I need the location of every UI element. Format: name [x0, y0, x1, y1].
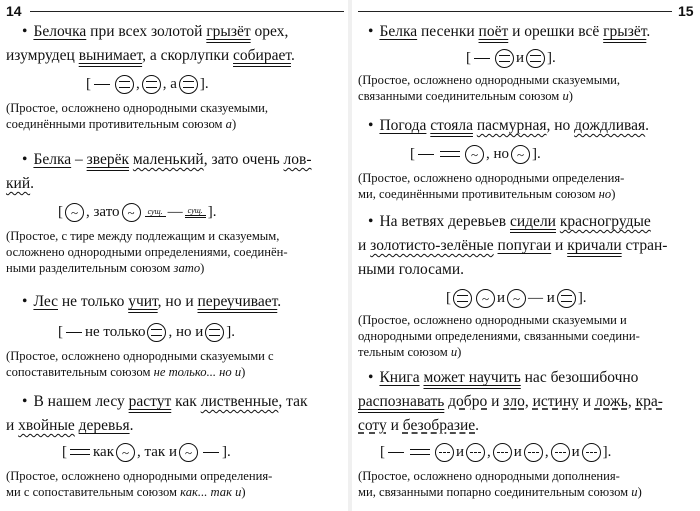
modifier-circle-icon — [476, 289, 495, 308]
text-fragment: лиственные — [200, 393, 279, 410]
text-fragment: (Простое, осложнено однородными дополнения- — [358, 469, 620, 483]
text-fragment: осложнено однородными определениями, соединён- — [6, 245, 288, 259]
header-rule — [358, 11, 672, 12]
text-fragment: , так и — [137, 444, 177, 460]
text-fragment: и — [487, 393, 504, 410]
text-fragment: , но и — [157, 293, 198, 310]
text-fragment: Белочка — [33, 23, 87, 40]
text-fragment: вынимает — [78, 47, 143, 64]
scheme-6 — [410, 142, 541, 166]
sentence-8-cont — [358, 390, 663, 413]
text-fragment: сопоставительным союзом — [6, 365, 154, 379]
text-fragment: орех, — [250, 23, 289, 40]
note-8 — [358, 468, 642, 500]
scheme-4 — [62, 440, 231, 464]
text-fragment: , — [524, 393, 533, 410]
text-fragment: ) — [611, 187, 616, 201]
text-fragment: , — [544, 444, 549, 460]
text-fragment: ]. — [547, 50, 556, 66]
text-fragment: и — [456, 444, 465, 460]
text-fragment: [ — [466, 50, 471, 66]
note-4 — [6, 468, 272, 500]
text-fragment: ~ — [517, 146, 525, 162]
text-fragment — [6, 484, 272, 500]
text-fragment — [499, 55, 510, 62]
text-fragment: переучивает — [197, 293, 278, 310]
text-fragment: . — [277, 293, 282, 310]
text-fragment: , но — [546, 117, 575, 134]
text-fragment — [561, 295, 572, 302]
text-fragment — [151, 329, 162, 336]
bullet-icon: • — [22, 393, 28, 410]
text-fragment: зато — [173, 261, 201, 275]
text-fragment: маленький — [132, 151, 204, 168]
text-fragment: стояла — [430, 117, 473, 134]
sentence-8 — [368, 366, 638, 389]
text-fragment: [ — [58, 204, 63, 220]
text-fragment — [497, 452, 508, 453]
sentence-4 — [22, 390, 308, 413]
text-fragment: ~ — [470, 146, 479, 162]
text-fragment: изумрудец — [6, 47, 79, 64]
text-fragment — [6, 260, 288, 276]
text-fragment: ) — [241, 365, 246, 379]
text-fragment: На ветвях деревьев — [379, 213, 510, 230]
text-fragment: сидели — [510, 213, 556, 230]
text-fragment: . — [129, 417, 134, 434]
text-fragment: а — [225, 117, 232, 131]
left-page — [0, 0, 346, 511]
object-circle-icon — [466, 443, 485, 462]
text-fragment: (Простое, осложнено однородными сказуемыми и — [358, 313, 627, 327]
text-fragment: поёт — [478, 23, 509, 40]
text-fragment: . — [646, 23, 651, 40]
text-fragment: и — [513, 444, 522, 460]
text-fragment: ) — [637, 485, 642, 499]
object-circle-icon — [435, 443, 454, 462]
text-fragment: кричали — [567, 237, 622, 254]
object-circle-icon — [551, 443, 570, 462]
page-number: 14 — [6, 3, 22, 19]
text-fragment: и орешки всё — [508, 23, 604, 40]
bullet-icon: • — [22, 151, 28, 168]
modifier-circle-icon — [116, 443, 135, 462]
sentence-4-cont — [6, 414, 133, 437]
text-fragment: распознавать — [358, 393, 445, 410]
text-fragment: ]. — [221, 444, 231, 460]
text-fragment: при всех золотой — [86, 23, 207, 40]
text-fragment — [528, 452, 539, 453]
note-1 — [6, 100, 268, 132]
text-fragment: и — [6, 417, 19, 434]
sentence-2-cont — [6, 172, 34, 195]
text-fragment: грызёт — [603, 23, 647, 40]
text-fragment: кий — [6, 175, 31, 192]
text-fragment: однородными определениями, связанными соедини- — [358, 329, 640, 343]
text-fragment: деревья — [78, 417, 130, 434]
text-fragment: (Простое, осложнено однородными определения- — [6, 469, 273, 483]
bullet-icon: • — [22, 23, 28, 40]
text-fragment: ) — [200, 261, 205, 275]
sentence-8-cont2 — [358, 414, 479, 437]
scheme-5 — [466, 46, 556, 70]
text-fragment: не только — [58, 293, 129, 310]
note-6 — [358, 170, 624, 202]
text-fragment: золотисто-зелёные — [370, 237, 494, 254]
text-fragment: , но — [486, 146, 510, 162]
subject-line-icon — [203, 452, 219, 453]
text-fragment — [530, 55, 541, 62]
text-fragment — [119, 81, 130, 88]
sentence-5 — [368, 20, 650, 43]
bullet-icon: • — [368, 117, 374, 134]
text-fragment: как... так и — [180, 485, 242, 499]
text-fragment: растут — [128, 393, 172, 410]
text-fragment: попугаи — [497, 237, 552, 254]
text-fragment: , так — [278, 393, 308, 410]
text-fragment: (Простое, осложнено однородными определения- — [358, 171, 625, 185]
text-fragment: ~ — [127, 204, 135, 220]
note-2 — [6, 228, 288, 276]
text-fragment: ]. — [226, 324, 236, 340]
text-fragment: – — [71, 151, 87, 168]
text-fragment: . — [290, 47, 295, 64]
text-fragment: ]. — [532, 146, 541, 162]
text-fragment: и — [551, 237, 568, 254]
text-fragment: — и — [528, 290, 555, 306]
text-fragment: как — [171, 393, 201, 410]
predicate-circle-icon — [142, 75, 161, 94]
predicate-circle-icon — [115, 75, 134, 94]
text-fragment: (Простое, с тире между подлежащим и сказуемым, — [6, 229, 280, 243]
modifier-circle-icon — [465, 145, 484, 164]
text-fragment: [ — [446, 290, 451, 306]
text-fragment — [183, 81, 194, 88]
text-fragment: но — [598, 187, 612, 201]
text-fragment: ~ — [513, 290, 521, 306]
sentence-6 — [368, 114, 649, 137]
text-fragment: , а — [162, 76, 177, 92]
text-fragment: ными голосами — [358, 261, 461, 278]
text-fragment — [555, 452, 566, 453]
predicate-circle-icon — [205, 323, 224, 342]
text-fragment — [6, 364, 274, 380]
predicate-circle-icon — [495, 49, 514, 68]
text-fragment: собирает — [233, 47, 291, 64]
text-fragment — [6, 116, 268, 132]
text-fragment: . — [645, 117, 650, 134]
text-fragment: ) — [568, 89, 573, 103]
text-fragment: и — [571, 444, 580, 460]
text-fragment — [358, 484, 642, 500]
text-fragment — [586, 452, 597, 453]
modifier-circle-icon — [65, 203, 84, 222]
text-fragment: ~ — [70, 204, 79, 220]
text-fragment: может научить — [423, 369, 521, 386]
text-fragment: ) — [241, 485, 246, 499]
scheme-3 — [58, 320, 235, 344]
text-fragment: [ — [86, 76, 91, 92]
text-fragment — [358, 186, 624, 202]
text-fragment — [358, 88, 620, 104]
text-fragment: . — [30, 175, 34, 192]
text-fragment: [ — [58, 324, 63, 340]
text-fragment: Лес — [33, 293, 58, 310]
text-fragment: . — [475, 417, 480, 434]
text-fragment: [ — [410, 146, 415, 162]
subject-line-icon — [388, 452, 404, 453]
text-fragment: ложь — [594, 393, 628, 410]
text-fragment: ) — [457, 345, 462, 359]
text-fragment: и — [450, 345, 458, 359]
text-fragment: и — [516, 50, 525, 66]
predicate-circle-icon — [453, 289, 472, 308]
text-fragment: и — [497, 290, 506, 306]
text-fragment: (Простое, осложнено однородными сказуемыми, — [6, 101, 269, 115]
text-fragment: и — [358, 237, 371, 254]
text-fragment: ~ — [481, 290, 490, 306]
note-7 — [358, 312, 640, 360]
text-fragment: ~ — [184, 444, 192, 460]
sentence-7 — [368, 210, 651, 233]
text-fragment: ми с сопоставительным союзом — [6, 485, 181, 499]
text-fragment: грызёт — [206, 23, 251, 40]
page-number: 15 — [678, 3, 694, 19]
predicate-circle-icon — [526, 49, 545, 68]
text-fragment: (Простое, осложнено однородными сказуемыми, — [358, 73, 621, 87]
text-fragment: хвойные — [18, 417, 75, 434]
text-fragment: ]. — [199, 76, 209, 92]
text-fragment: зверёк — [86, 151, 130, 168]
sentence-2 — [22, 148, 312, 171]
text-fragment: и — [578, 393, 595, 410]
sentence-1 — [22, 20, 288, 43]
text-fragment: , — [627, 393, 636, 410]
text-fragment: , зато очень — [203, 151, 284, 168]
predicate-circle-icon — [179, 75, 198, 94]
text-fragment — [358, 344, 640, 360]
sentence-7-cont — [358, 234, 667, 257]
text-fragment: ) — [231, 117, 237, 131]
text-fragment: истину — [532, 393, 579, 410]
text-fragment: ]. — [602, 444, 612, 460]
subject-line-icon — [474, 58, 490, 59]
text-fragment: ми, связанными попарно соединительным союзом — [358, 485, 632, 499]
text-fragment: Погода — [379, 117, 427, 134]
text-fragment: ~ — [121, 444, 130, 460]
text-fragment: Белка — [379, 23, 418, 40]
predicate-line-icon — [440, 151, 460, 157]
scheme-8 — [380, 440, 611, 464]
text-fragment: Книга — [379, 369, 420, 386]
text-fragment: не только — [85, 324, 146, 340]
text-fragment: соединёнными противительным союзом — [6, 117, 226, 131]
text-fragment: связанными соединительным союзом — [358, 89, 563, 103]
text-fragment: [ — [62, 444, 67, 460]
modifier-circle-icon — [179, 443, 198, 462]
right-page — [354, 0, 700, 511]
modifier-circle-icon — [507, 289, 526, 308]
text-fragment: ными разделительным союзом — [6, 261, 174, 275]
text-fragment — [439, 452, 450, 453]
scheme-1 — [86, 72, 209, 96]
text-fragment: добро — [448, 393, 488, 410]
text-fragment: кра- — [635, 393, 663, 410]
subject-line-icon — [94, 84, 110, 85]
text-fragment: песенки — [417, 23, 479, 40]
modifier-circle-icon — [511, 145, 530, 164]
text-fragment — [457, 295, 468, 302]
subject-line-icon — [66, 332, 82, 333]
text-fragment: сущ. — [145, 207, 166, 217]
sentence-1-cont — [6, 44, 295, 67]
object-circle-icon — [582, 443, 601, 462]
text-fragment: , — [136, 76, 140, 92]
text-fragment: ]. — [577, 290, 587, 306]
text-fragment: безобразие — [402, 417, 476, 434]
text-fragment: учит — [128, 293, 158, 310]
note-3 — [6, 348, 274, 380]
text-fragment: и — [631, 485, 638, 499]
text-fragment: (Простое, осложнено однородными сказуемыми с — [6, 349, 274, 363]
text-fragment: дождливая — [574, 117, 646, 134]
scheme-2 — [58, 200, 217, 224]
object-circle-icon — [493, 443, 512, 462]
predicate-circle-icon — [147, 323, 166, 342]
bullet-icon: • — [22, 293, 28, 310]
text-fragment: стран- — [621, 237, 668, 254]
text-fragment: и — [562, 89, 569, 103]
text-fragment: , но и — [168, 324, 204, 340]
subject-line-icon — [418, 154, 434, 155]
book-spine — [348, 0, 352, 511]
modifier-circle-icon — [122, 203, 141, 222]
text-fragment — [470, 452, 481, 453]
predicate-line-icon — [70, 449, 90, 455]
text-fragment: , а скорлупки — [142, 47, 234, 64]
sentence-3 — [22, 290, 281, 313]
text-fragment: зло — [503, 393, 525, 410]
scheme-7 — [446, 286, 587, 310]
text-fragment: [ — [380, 444, 385, 460]
bullet-icon: • — [368, 23, 374, 40]
text-fragment: . — [460, 261, 465, 278]
sentence-7-cont2 — [358, 258, 464, 281]
text-fragment: , — [487, 444, 491, 460]
text-fragment: ]. — [207, 204, 217, 220]
bullet-icon: • — [368, 213, 374, 230]
note-5 — [358, 72, 620, 104]
text-fragment: , зато — [86, 204, 120, 220]
text-fragment: сущ. — [185, 206, 206, 218]
text-fragment: тельным союзом — [358, 345, 451, 359]
text-fragment: соту — [358, 417, 387, 434]
text-fragment: В нашем лесу — [33, 393, 129, 410]
text-fragment: красногрудые — [559, 213, 651, 230]
text-fragment — [146, 81, 157, 88]
header-rule — [30, 11, 344, 12]
text-fragment: не только... но и — [153, 365, 242, 379]
text-fragment: нас безошибочно — [520, 369, 639, 386]
text-fragment: и — [386, 417, 403, 434]
predicate-line-icon — [410, 449, 430, 455]
text-fragment — [209, 329, 220, 336]
text-fragment: пасмурная — [476, 117, 547, 134]
text-fragment: Белка — [33, 151, 72, 168]
bullet-icon: • — [368, 369, 374, 386]
text-fragment: как — [93, 444, 115, 460]
text-fragment: лов- — [283, 151, 312, 168]
text-fragment: ми, соединёнными противительным союзом — [358, 187, 599, 201]
predicate-circle-icon — [557, 289, 576, 308]
object-circle-icon — [524, 443, 543, 462]
text-fragment: — — [167, 204, 183, 220]
